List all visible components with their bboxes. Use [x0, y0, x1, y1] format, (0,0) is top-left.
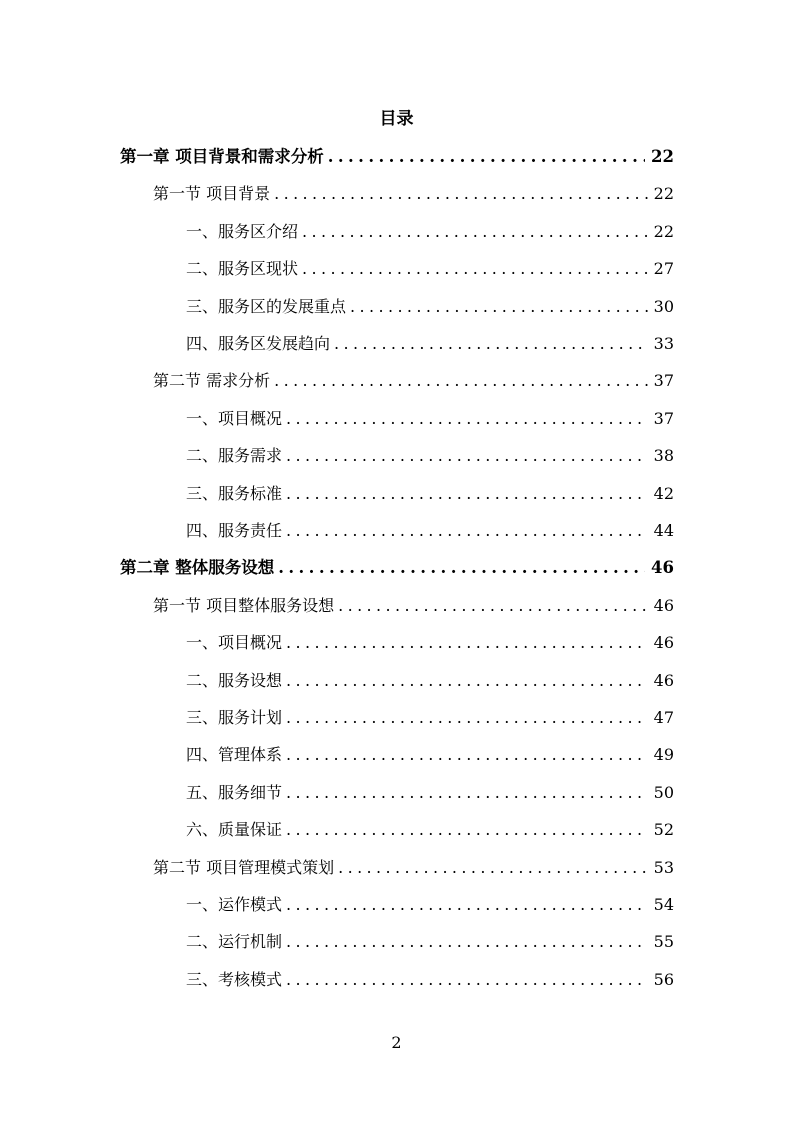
toc-dot-leader: [274, 181, 648, 207]
toc-entry-label: 二、服务需求: [186, 446, 283, 466]
toc-dot-leader: [286, 892, 648, 918]
toc-subsection-entry[interactable]: [186, 331, 674, 357]
toc-subsection-entry[interactable]: [186, 630, 674, 656]
toc-chapter-entry[interactable]: [120, 555, 674, 581]
toc-entry-page: 56: [653, 969, 674, 989]
toc-subsection-entry[interactable]: [186, 256, 674, 282]
toc-dot-leader: [350, 294, 648, 320]
toc-entry-page: 46: [653, 670, 674, 690]
toc-dot-leader: [286, 443, 648, 469]
toc-subsection-entry[interactable]: [186, 443, 674, 469]
toc-subsection-entry[interactable]: [186, 967, 674, 993]
toc-dot-leader: [286, 929, 648, 955]
toc-dot-leader: [286, 406, 648, 432]
toc-entry-page: 55: [653, 932, 674, 952]
toc-entry-page: 22: [651, 147, 674, 166]
toc-subsection-entry[interactable]: [186, 742, 674, 768]
toc-entry-page: 46: [651, 558, 674, 578]
toc-entry-label: 一、服务区介绍: [186, 221, 299, 241]
toc-subsection-entry[interactable]: [186, 481, 674, 507]
toc-entry-label: 四、管理体系: [186, 745, 283, 765]
toc-dot-leader: [334, 331, 648, 357]
toc-subsection-entry[interactable]: [186, 705, 674, 731]
toc-entry-page: 38: [653, 446, 674, 466]
toc-subsection-entry[interactable]: [186, 668, 674, 694]
toc-entry-page: 50: [653, 782, 674, 802]
toc-section-entry[interactable]: [153, 181, 674, 207]
toc-entry-page: 37: [653, 408, 674, 428]
toc-entry-label: 四、服务区发展趋向: [186, 334, 331, 353]
toc-entry-page: 33: [653, 334, 674, 353]
toc-dot-leader: [328, 144, 645, 170]
toc-dot-leader: [278, 555, 645, 581]
toc-subsection-entry[interactable]: [186, 406, 674, 432]
toc-section-entry[interactable]: [153, 593, 674, 619]
toc-chapter-entry[interactable]: [120, 144, 674, 170]
toc-entry-label: 第二章 整体服务设想: [120, 558, 275, 578]
toc-entry-label: 三、服务区的发展重点: [186, 296, 347, 316]
toc-entry-page: 42: [653, 483, 674, 503]
toc-entry-label: 三、服务标准: [186, 483, 283, 503]
toc-section-entry[interactable]: [153, 368, 674, 394]
toc-entry-page: 53: [653, 857, 674, 877]
toc-entry-page: 44: [653, 521, 674, 540]
toc-dot-leader: [302, 256, 648, 282]
toc-entry-page: 30: [653, 296, 674, 316]
toc-subsection-entry[interactable]: [186, 294, 674, 320]
toc-subsection-entry[interactable]: [186, 817, 674, 843]
toc-entry-label: 六、质量保证: [186, 820, 283, 840]
toc-entry-page: 27: [653, 259, 674, 279]
toc-dot-leader: [286, 967, 648, 993]
toc-entry-label: 一、项目概况: [186, 633, 283, 653]
toc-entry-page: 37: [653, 371, 674, 391]
toc-dot-leader: [286, 705, 648, 731]
toc-entry-label: 二、运行机制: [186, 932, 283, 952]
toc-subsection-entry[interactable]: [186, 929, 674, 955]
toc-entry-label: 第二节 项目管理模式策划: [153, 857, 335, 877]
toc-entry-page: 22: [653, 184, 674, 204]
toc-entry-label: 第一章 项目背景和需求分析: [120, 147, 324, 166]
toc-entry-label: 二、服务区现状: [186, 259, 299, 279]
toc-dot-leader: [338, 855, 648, 881]
toc-dot-leader: [286, 780, 648, 806]
toc-entry-page: 52: [653, 820, 674, 840]
toc-entry-label: 一、项目概况: [186, 408, 283, 428]
toc-entry-label: 二、服务设想: [186, 670, 283, 690]
toc-dot-leader: [286, 668, 648, 694]
toc-entry-label: 五、服务细节: [186, 782, 283, 802]
toc-title: 目录: [379, 109, 414, 129]
toc-entry-label: 一、运作模式: [186, 895, 283, 914]
toc-subsection-entry[interactable]: [186, 518, 674, 544]
toc-entry-page: 46: [653, 595, 674, 615]
toc-entry-page: 54: [653, 895, 674, 914]
toc-section-entry[interactable]: [153, 855, 674, 881]
toc-entry-label: 第一节 项目整体服务设想: [153, 595, 335, 615]
toc-dot-leader: [286, 518, 648, 544]
toc-dot-leader: [338, 593, 648, 619]
toc-entry-page: 47: [653, 708, 674, 727]
toc-entry-page: 49: [653, 745, 674, 765]
toc-dot-leader: [302, 219, 648, 245]
toc-dot-leader: [286, 481, 648, 507]
toc-entry-page: 46: [653, 633, 674, 653]
toc-entry-label: 第二节 需求分析: [153, 371, 271, 391]
toc-entry-label: 三、考核模式: [186, 969, 283, 989]
toc-dot-leader: [274, 368, 648, 394]
toc-dot-leader: [286, 742, 648, 768]
page-number: 2: [391, 1033, 402, 1052]
toc-subsection-entry[interactable]: [186, 780, 674, 806]
toc-entry-page: 22: [653, 221, 674, 241]
toc-subsection-entry[interactable]: [186, 219, 674, 245]
toc-dot-leader: [286, 630, 648, 656]
toc-subsection-entry[interactable]: [186, 892, 674, 918]
toc-entry-label: 第一节 项目背景: [153, 184, 271, 204]
toc-entry-label: 三、服务计划: [186, 708, 283, 727]
toc-dot-leader: [286, 817, 648, 843]
toc-entry-label: 四、服务责任: [186, 521, 283, 540]
